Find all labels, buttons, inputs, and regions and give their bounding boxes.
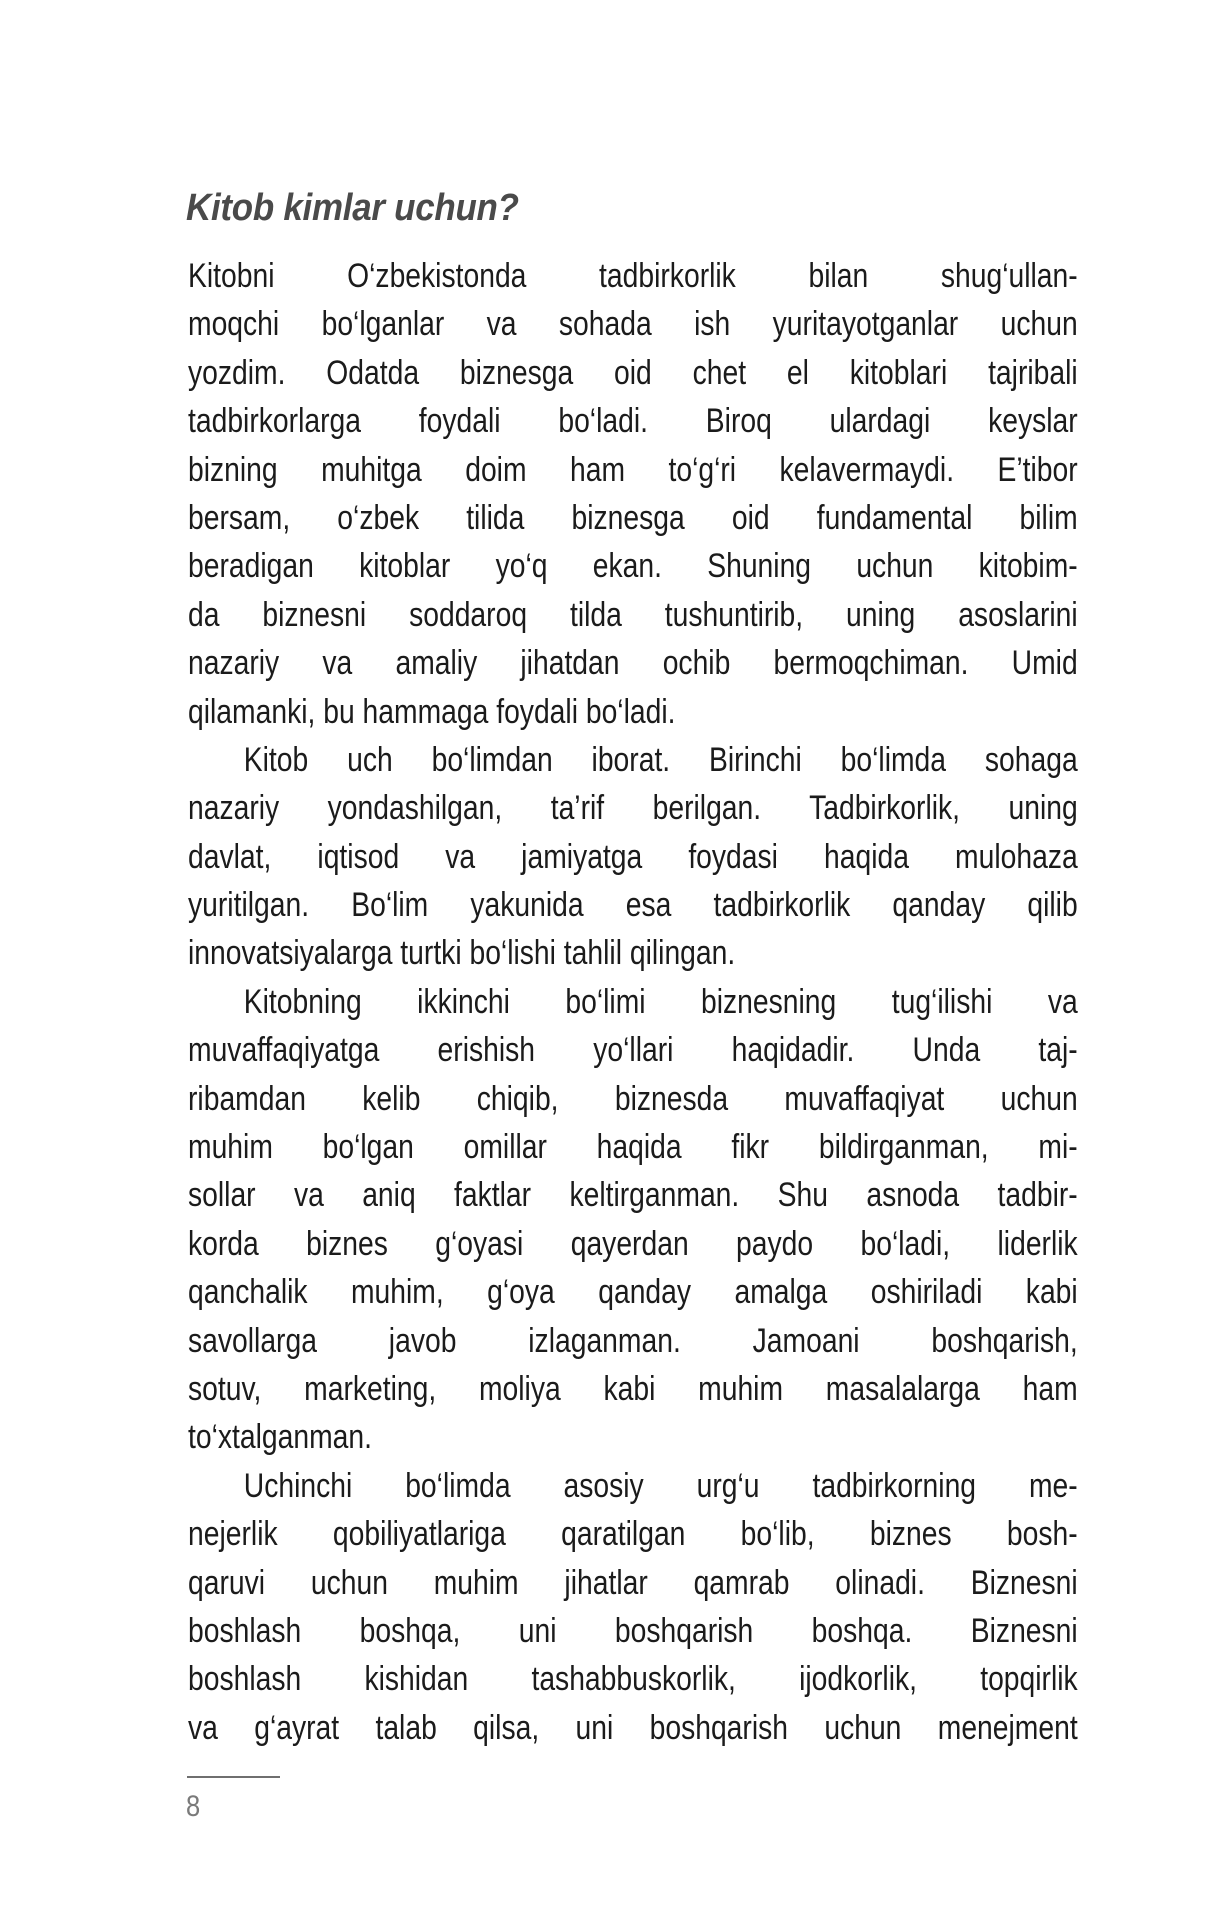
text-line: nazariy yondashilgan, ta’rif berilgan. Tadbirkorlik, uning [188, 789, 1078, 828]
text-line: ribamdan kelib chiqib, biznesda muvaffaqiyat uchun [188, 1079, 1078, 1118]
text-line: to‘xtalganman. [188, 1418, 373, 1457]
text-line: davlat, iqtisod va jamiyatga foydasi haqida mulohaza [188, 837, 1078, 876]
paragraph [188, 736, 1078, 978]
text-line: Uchinchi bo‘limda asosiy urg‘u tadbirkorning me- [243, 1466, 1078, 1505]
text-line: Kitobni O‘zbekistonda tadbirkorlik bilan shug‘ullan- [188, 257, 1078, 295]
text-line: yozdim. Odatda biznesga oid chet el kitoblari tajribali [188, 353, 1078, 392]
text-line: da biznesni soddaroq tilda tushuntirib, uning asoslarini [188, 595, 1078, 634]
text-line: Kitobning ikkinchi bo‘limi biznesning tug‘ilishi va [243, 982, 1078, 1021]
text-line: moqchi bo‘lganlar va sohada ish yuritayotganlar uchun [188, 305, 1078, 344]
paragraph [188, 252, 1078, 736]
text-line: boshlash boshqa, uni boshqarish boshqa. Biznesni [188, 1611, 1078, 1650]
text-line: korda biznes g‘oyasi qayerdan paydo bo‘ladi, liderlik [188, 1224, 1078, 1263]
text-line: nejerlik qobiliyatlariga qaratilgan bo‘lib, biznes bosh- [188, 1515, 1078, 1554]
text-line: savollarga javob izlaganman. Jamoani boshqarish, [188, 1321, 1078, 1360]
text-line: yuritilgan. Bo‘lim yakunida esa tadbirkorlik qanday qilib [188, 886, 1078, 925]
text-line: va g‘ayrat talab qilsa, uni boshqarish uchun menejment [188, 1708, 1078, 1747]
text-line: sotuv, marketing, moliya kabi muhim masalalarga ham [188, 1369, 1078, 1408]
text-line: sollar va aniq faktlar keltirganman. Shu asnoda tadbir- [188, 1176, 1078, 1215]
text-line: boshlash kishidan tashabbuskorlik, ijodkorlik, topqirlik [188, 1660, 1078, 1699]
text-line: muhim bo‘lgan omillar haqida fikr bildirganman, mi- [188, 1128, 1078, 1167]
text-line: qanchalik muhim, g‘oya qanday amalga oshiriladi kabi [188, 1273, 1078, 1312]
text-line: muvaffaqiyatga erishish yo‘llari haqidadir. Unda taj- [188, 1031, 1078, 1070]
page-number: 8 [186, 1790, 201, 1823]
footer-divider [187, 1776, 280, 1778]
paragraph [188, 1462, 1078, 1752]
text-line: nazariy va amaliy jihatdan ochib bermoqchiman. Umid [188, 644, 1078, 683]
text-line: innovatsiyalarga turtki bo‘lishi tahlil qilingan. [188, 934, 736, 973]
text-line: tadbirkorlarga foydali bo‘ladi. Biroq ulardagi keyslar [188, 402, 1078, 441]
paragraph [188, 978, 1078, 1462]
text-line: Kitob uch bo‘limdan iborat. Birinchi bo‘limda sohaga [243, 740, 1078, 779]
text-line: bizning muhitga doim ham to‘g‘ri kelavermaydi. E’tibor [188, 450, 1078, 489]
body-text [188, 252, 1078, 1752]
text-line: qaruvi uchun muhim jihatlar qamrab olinadi. Biznesni [188, 1563, 1078, 1602]
text-line: bersam, o‘zbek tilida biznesga oid fundamental bilim [188, 498, 1078, 537]
text-line: beradigan kitoblar yo‘q ekan. Shuning uchun kitobim- [188, 547, 1078, 586]
section-heading: Kitob kimlar uchun? [186, 187, 519, 229]
text-line: qilamanki, bu hammaga foydali bo‘ladi. [188, 692, 676, 731]
